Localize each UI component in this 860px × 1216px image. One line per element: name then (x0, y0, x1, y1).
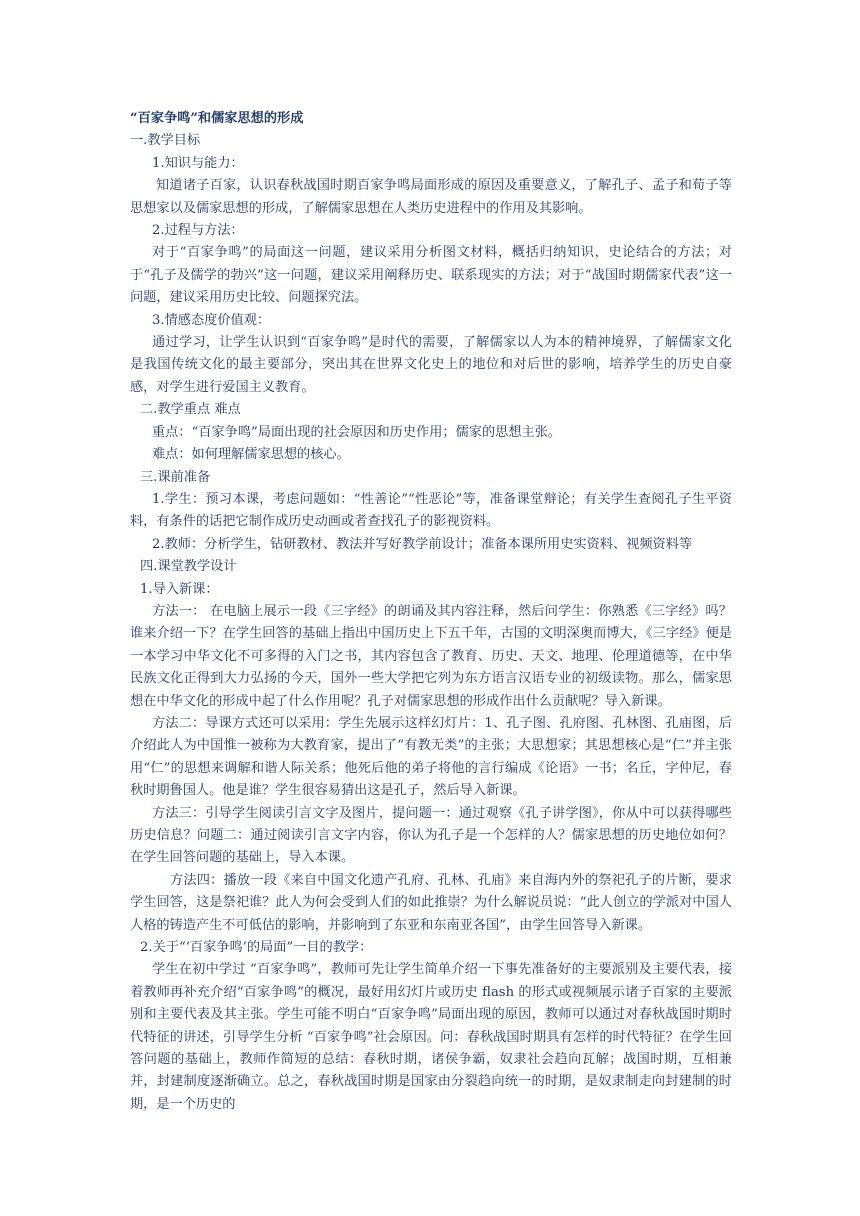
paragraph: 方法四：播放一段《来自中国文化遗产孔府、孔林、孔庙》来自海内外的祭祀孔子的片断，要求学生回答，这是祭祀谁？此人为何会受到人们的如此推崇？为什么解说员说：“此人创立的学派对中国人人格的铸造产生不可低估的影响，并影响到了东亚和东南亚各国”，由学生回答导入新课。 (130, 872, 732, 933)
paragraph: 学生在初中学过 “百家争鸣”，教师可先让学生简单介绍一下事先准备好的主要派别及主要代表，接着教师再补充介绍“百家争鸣”的概况，最好用幻灯片或历史 flash 的形式或视频展示诸子百家的主要派别和主要代表及其主张。学生可能不明白“百家争鸣”局面出现的原因，教师可以通过对春秋战国时期时代特征的讲述，引导学生分析 “百家争鸣”社会原因。问：春秋战国时期具有怎样的时代特征？在学生回答问题的基础上，教师作简短的总结：春秋时期，诸侯争霸，奴隶社会趋向瓦解；战国时期，互相兼并，封建制度逐渐确立。总之，春秋战国时期是国家由分裂趋向统一的时期，是奴隶制走向封建制的时期，是一个历史的 (130, 962, 732, 1112)
paragraph: 2.教师：分析学生，钻研教材、教法并写好教学前设计；准备本课所用史实资料、视频资料等 (152, 536, 693, 552)
paragraph: 通过学习，让学生认识到“百家争鸣”是时代的需要，了解儒家以人为本的精神境界，了解儒家文化是我国传统文化的最主要部分，突出其在世界文化史上的地位和对后世的影响，培养学生的历史自豪感，对学生进行爱国主义教育。 (130, 335, 732, 395)
paragraph: 3.情感态度价值观： (152, 312, 271, 328)
paragraph: 对于“百家争鸣”的局面这一问题，建议采用分析图文材料，概括归纳知识，史论结合的方法；对于“孔子及儒学的勃兴”这一问题，建议采用阐释历史、联系现实的方法；对于“战国时期儒家代表”这一问题，建议采用历史比较、问题探究法。 (130, 245, 732, 306)
paragraph: 难点：如何理解儒家思想的核心。 (152, 447, 350, 463)
paragraph: 方法三：引导学生阅读引言文字及图片，提问题一：通过观察《孔子讲学图》，你从中可以获得哪些历史信息？问题二：通过阅读引言文字内容，你认为孔子是一个怎样的人？儒家思想的历史地位如何？在学生回答问题的基础上，导入本课。 (130, 805, 732, 866)
document-title: “百家争鸣”和儒家思想的形成 (130, 111, 304, 126)
paragraph: 四.课堂教学设计 (140, 559, 237, 575)
paragraph: 方法一： 在电脑上展示一段《三字经》的朗诵及其内容注释，然后问学生：你熟悉《三字经》吗？谁来介绍一下？在学生回答的基础上指出中国历史上下五千年，古国的文明深奥而博大，《三字经》便是一本学习中华文化不可多得的入门之书，其内容包含了教育、历史、天文、地理、伦理道德等，在中华民族文化正得到大力弘扬的今天，国外一些大学把它列为东方语言汉语专业的初级读物。那么，儒家思想在中华文化的形成中起了什么作用呢？孔子对儒家思想的形成作出什么贡献呢？导入新课。 (130, 603, 732, 709)
paragraph: 1.导入新课： (140, 581, 219, 597)
paragraph: 重点：“百家争鸣”局面出现的社会原因和历史作用；儒家的思想主张。 (152, 424, 562, 440)
document-body (130, 130, 732, 1116)
paragraph: 1.学生：预习本课，考虑问题如：“性善论”“性恶论”等，准备课堂辩论；有关学生查阅孔子生平资料，有条件的话把它制作成历史动画或者查找孔子的影视资料。 (130, 491, 732, 530)
paragraph: 2.过程与方法： (152, 223, 244, 239)
paragraph: 方法二：导课方式还可以采用：学生先展示这样幻灯片：1、孔子图、孔府图、孔林图、孔庙图，后介绍此人为中国惟一被称为大教育家，提出了“有教无类”的主张；大思想家；其思想核心是“仁”并主张用“仁”的思想来调解和谐人际关系；他死后他的弟子将他的言行编成《论语》一书；名丘，字仲尼，春秋时期鲁国人。他是谁？学生很容易猜出这是孔子，然后导入新课。 (130, 715, 732, 799)
paragraph: 1.知识与能力： (152, 155, 244, 171)
paragraph: 2.关于“‘百家争鸣’的局面”一目的教学： (140, 940, 373, 956)
paragraph: 二.教学重点 难点 (140, 402, 241, 418)
document-page (130, 108, 732, 1116)
paragraph: 知道诸子百家，认识春秋战国时期百家争鸣局面形成的原因及重要意义，了解孔子、孟子和荀子等思想家以及儒家思想的形成，了解儒家思想在人类历史进程中的作用及其影响。 (130, 178, 732, 216)
paragraph: 一.教学目标 (130, 133, 201, 149)
paragraph: 三.课前准备 (140, 469, 211, 485)
